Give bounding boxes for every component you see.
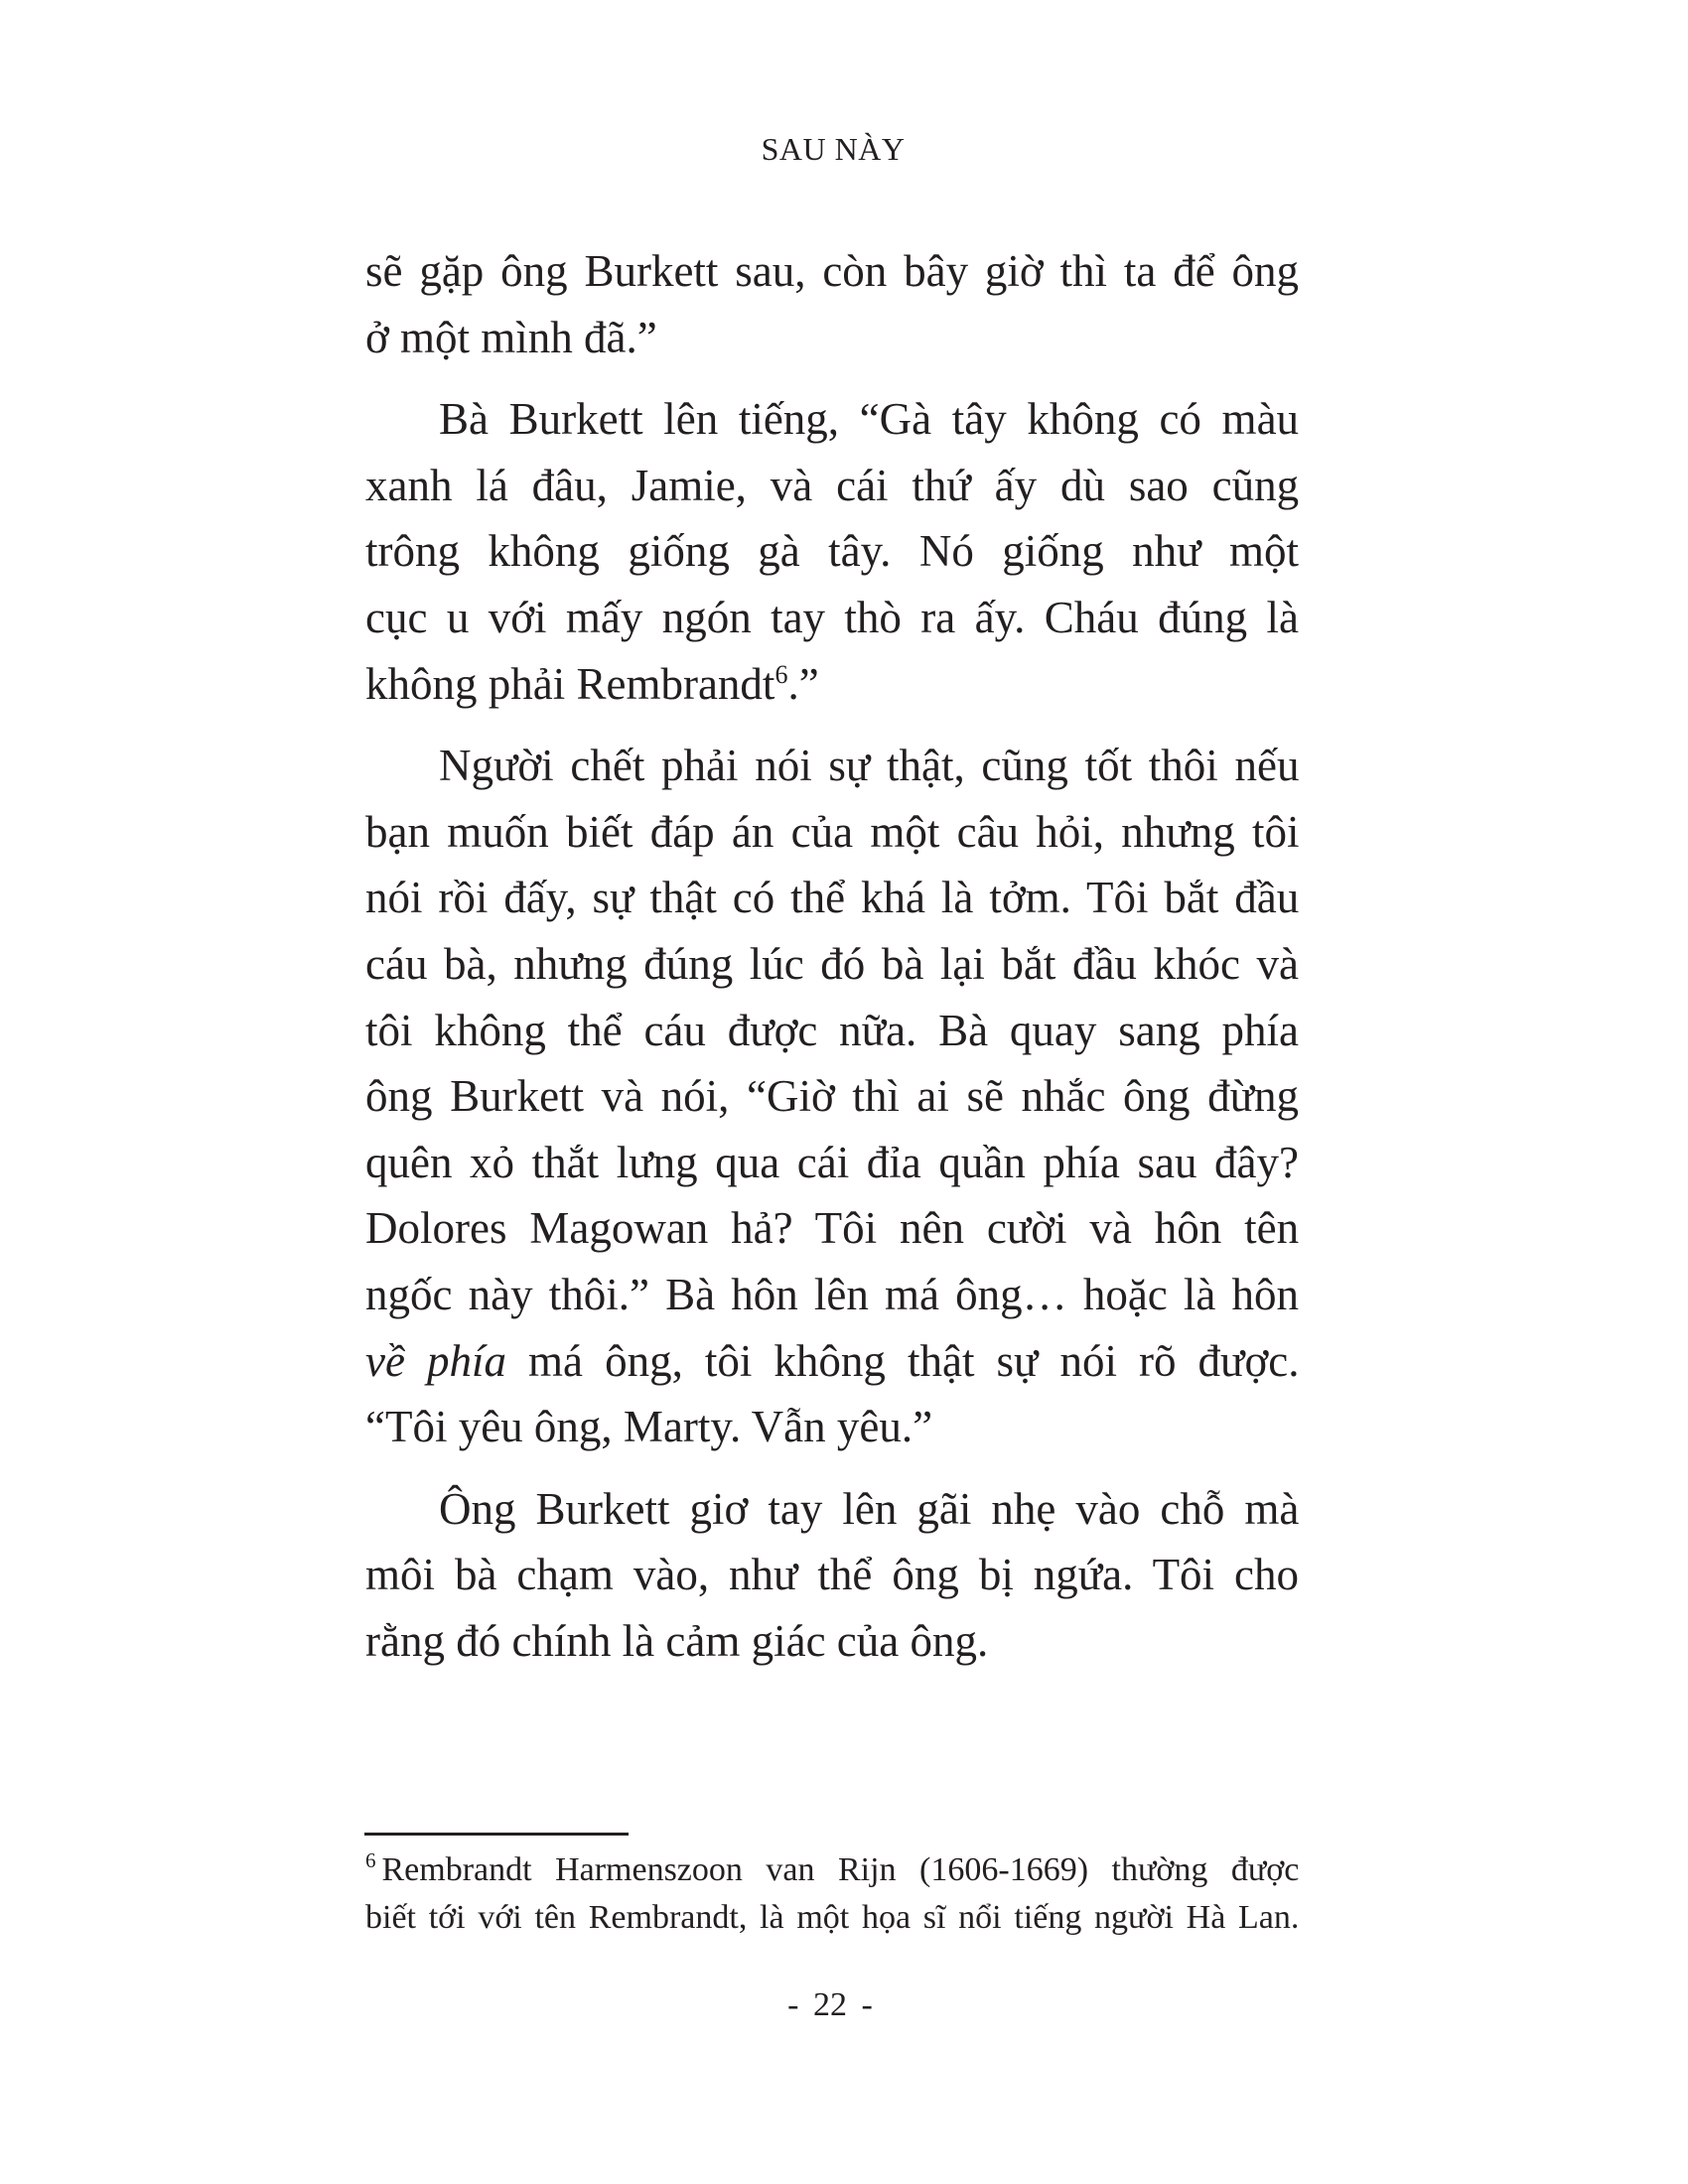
text-line: nói rồi đấy, sự thật có thể khá là tởm. Tôi bắt đầu <box>365 873 1300 923</box>
text-fragment: má ông, tôi không thật sự nói rõ được. <box>506 1335 1300 1386</box>
footnote-separator <box>364 1833 629 1836</box>
text-line: môi bà chạm vào, như thể ông bị ngứa. Tôi cho <box>365 1550 1299 1600</box>
running-header: SAU NÀY <box>761 131 906 167</box>
paragraph-2 <box>365 386 1299 717</box>
text-line: Dolores Magowan hả? Tôi nên cười và hôn tên <box>365 1203 1300 1254</box>
text-line: bạn muốn biết đáp án của một câu hỏi, nhưng tôi <box>365 806 1300 857</box>
text-line: ở một mình đã.” <box>365 312 657 362</box>
text-line: Ông Burkett giơ tay lên gãi nhẹ vào chỗ mà <box>439 1483 1300 1534</box>
footnote-line <box>365 1846 1299 1894</box>
text-line: “Tôi yêu ông, Marty. Vẫn yêu.” <box>365 1402 933 1452</box>
text-line: quên xỏ thắt lưng qua cái đỉa quần phía sau đây? <box>365 1137 1299 1187</box>
footnote <box>365 1846 1299 1942</box>
text-line: trông không giống gà tây. Nó giống như một <box>365 526 1299 577</box>
paragraph-1 <box>365 238 1299 370</box>
footnote-number: 6 <box>365 1848 376 1872</box>
footnote-text: Rembrandt Harmenszoon van Rijn (1606-1669) thường được <box>381 1851 1300 1888</box>
text-line: Bà Burkett lên tiếng, “Gà tây không có màu <box>439 394 1300 445</box>
paragraph-3 <box>365 733 1299 1460</box>
footnote-line: biết tới với tên Rembrandt, là một họa sĩ nổi tiếng người Hà Lan. <box>365 1899 1300 1936</box>
text-line: ông Burkett và nói, “Giờ thì ai sẽ nhắc ông đừng <box>365 1071 1299 1122</box>
text-line: rằng đó chính là cảm giác của ông. <box>365 1615 989 1666</box>
text-fragment: không phải Rembrandt <box>365 658 775 709</box>
italic-phrase: về phía <box>365 1335 506 1386</box>
text-line: cục u với mấy ngón tay thò ra ấy. Cháu đúng là <box>365 592 1299 642</box>
text-line <box>365 1328 1299 1395</box>
footnote-reference[interactable]: 6 <box>774 659 788 689</box>
text-line <box>365 651 1299 718</box>
text-line: ngốc này thôi.” Bà hôn lên má ông… hoặc là hôn <box>365 1269 1300 1319</box>
text-fragment: .” <box>787 658 819 709</box>
text-line: cáu bà, nhưng đúng lúc đó bà lại bắt đầu khóc và <box>365 938 1299 989</box>
text-line: xanh lá đâu, Jamie, và cái thứ ấy dù sao cũng <box>365 460 1300 510</box>
text-line: Người chết phải nói sự thật, cũng tốt thôi nếu <box>439 741 1300 791</box>
body-text <box>365 238 1299 1690</box>
page-number: - 22 - <box>787 1986 873 2023</box>
paragraph-4 <box>365 1476 1299 1675</box>
text-line: sẽ gặp ông Burkett sau, còn bây giờ thì ta để ông <box>365 246 1299 296</box>
text-line: tôi không thể cáu được nữa. Bà quay sang phía <box>365 1005 1299 1055</box>
